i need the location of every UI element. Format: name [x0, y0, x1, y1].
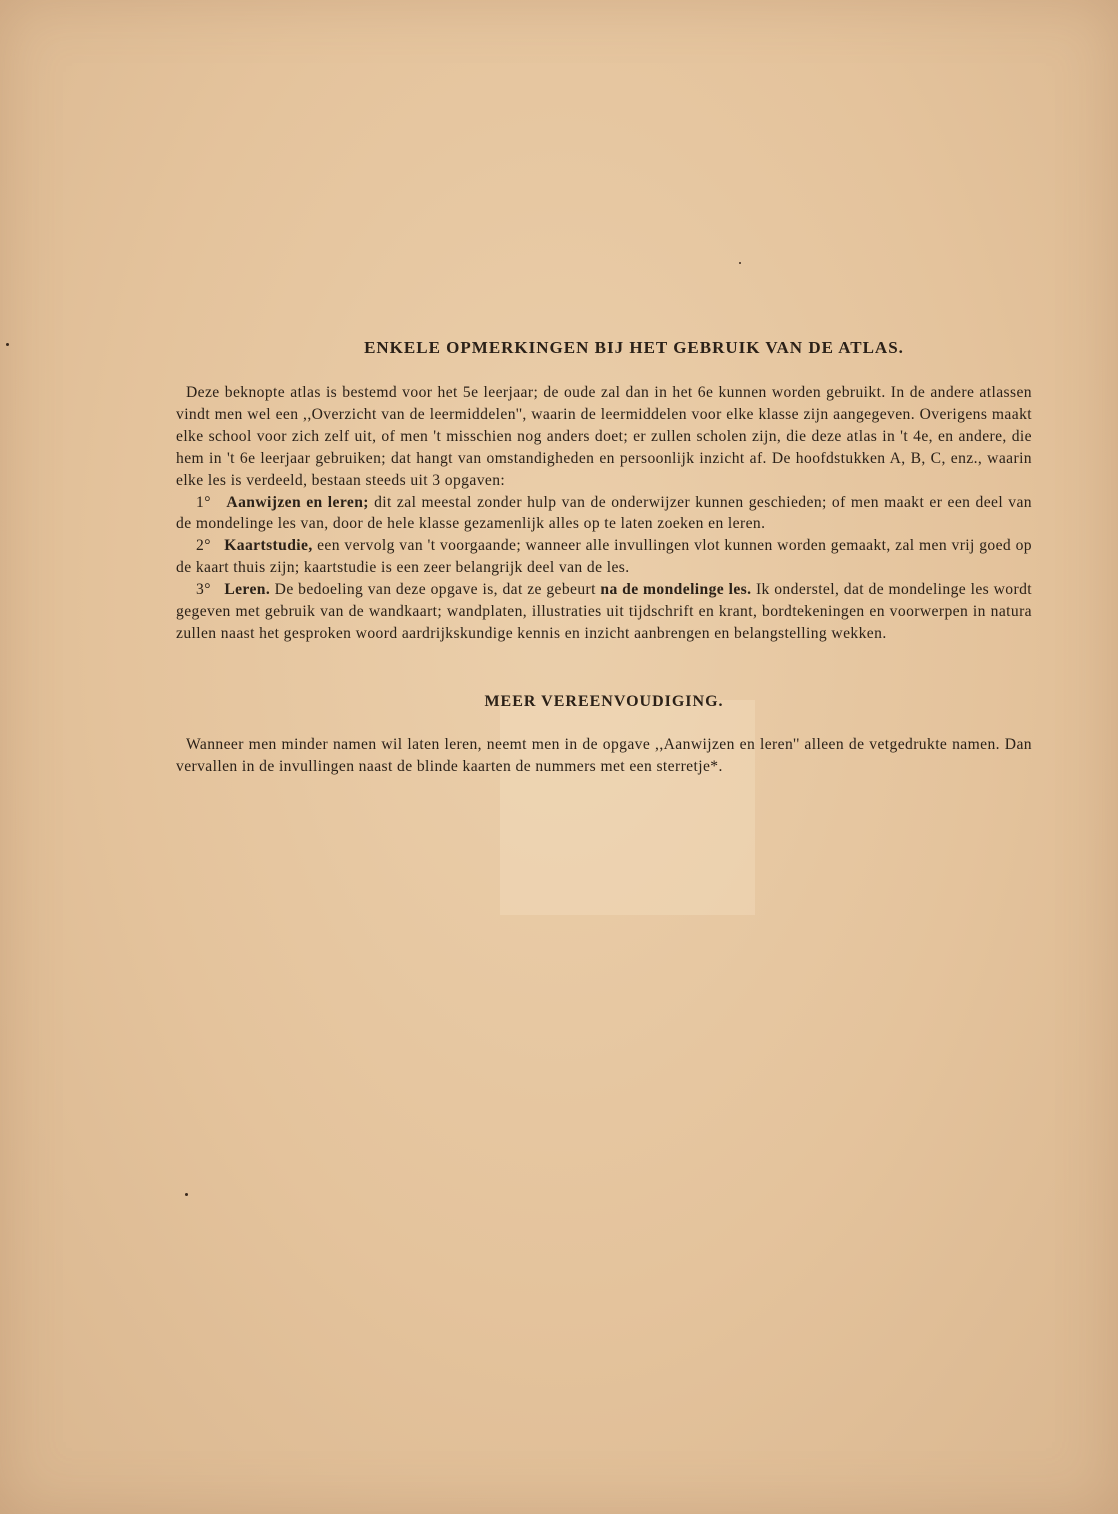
page-heading: ENKELE OPMERKINGEN BIJ HET GEBRUIK VAN DE ATLAS.	[364, 338, 904, 357]
item-title: Leren.	[224, 581, 271, 599]
item-number: 2°	[196, 537, 211, 555]
list-item-3	[176, 579, 1032, 645]
closing-paragraph: Wanneer men minder namen wil laten leren, neemt men in de opgave ,,Aanwijzen en leren'' alleen de vetgedrukte namen. Dan vervallen in de invullingen naast de blinde kaarten de nummers met een sterretje*.	[176, 735, 1032, 775]
paper-speck	[185, 1193, 188, 1196]
item-text: Ik onderstel, dat de mondelinge les wordt gegeven met gebruik van de wandkaart; wandplaten, illustraties uit tijdschrift en krant, bordtekeningen en voorwerpen in natura zullen naast het gesproken woord aardrijkskundige kennis en inzicht aanbrengen en belangstelling wekken.	[176, 581, 1033, 642]
item-text: een vervolg van 't voorgaande; wanneer alle invullingen vlot kunnen worden gemaakt, zal men vrij goed op de kaart thuis zijn; kaartstudie is een zeer belangrijk deel van de les.	[176, 537, 1032, 577]
list-item-1	[176, 492, 1032, 536]
item-number: 1°	[196, 493, 211, 511]
item-number: 3°	[196, 581, 211, 599]
paper-speck	[739, 262, 741, 264]
item-title: Aanwijzen en leren;	[226, 493, 369, 511]
section-heading: MEER VEREENVOUDIGING.	[484, 692, 724, 710]
intro-paragraph: Deze beknopte atlas is bestemd voor het 5e leerjaar; de oude zal dan in het 6e kunnen worden gebruikt. In de andere atlassen vindt men wel een ,,Overzicht van de leermiddelen'', waarin de leermiddelen voor elke klasse zijn aangegeven. Overigens maakt elke school voor zich zelf uit, of men 't misschien nog anders doet; er zullen scholen zijn, die deze atlas in 't 4e, en andere, die hem in 't 6e leerjaar gebruiken; dat hangt van omstandigheden en persoonlijk inzicht af. De hoofdstukken A, B, C, enz., waarin elke les is verdeeld, bestaan steeds uit 3 opgaven:	[176, 384, 1032, 489]
page-content	[176, 338, 1032, 778]
item-title: Kaartstudie,	[224, 537, 313, 555]
item-emphasis: na de mondelinge les.	[600, 581, 752, 599]
item-text: dit zal meestal zonder hulp van de onderwijzer kunnen geschieden; of men maakt er een deel van de mondelinge les van, door de hele klasse gezamenlijk alles op te laten zoeken en leren.	[176, 493, 1033, 533]
paper-speck	[6, 343, 9, 346]
list-item-2	[176, 535, 1032, 579]
item-text: De bedoeling van deze opgave is, dat ze gebeurt	[274, 581, 596, 599]
